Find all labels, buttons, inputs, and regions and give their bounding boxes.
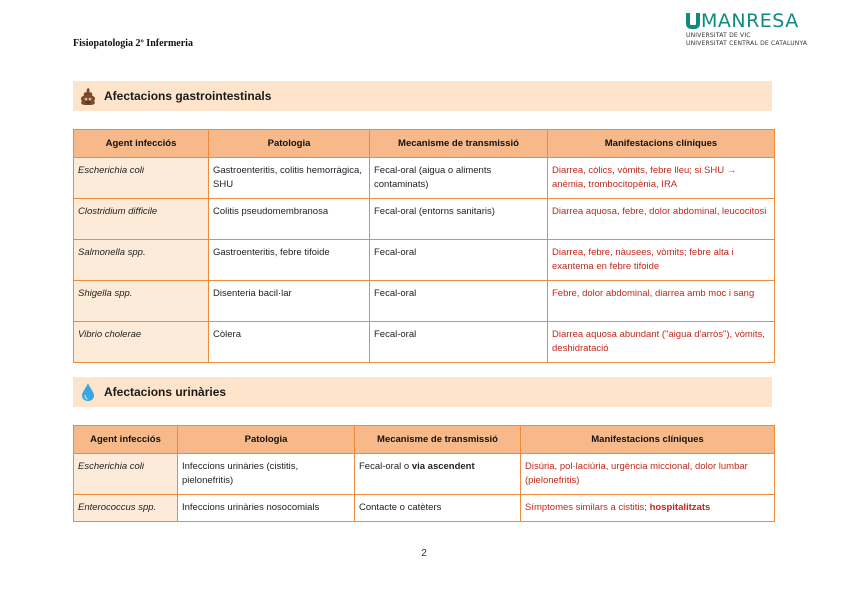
agent-cell: Vibrio cholerae	[74, 322, 209, 363]
section-urinary-header	[73, 377, 772, 407]
table-row	[74, 495, 775, 522]
column-header: Manifestacions clíniques	[521, 426, 775, 454]
transmission-cell	[355, 454, 521, 495]
column-header: Manifestacions clíniques	[548, 130, 775, 158]
pathology-cell: Infeccions urinàries (cistitis, pielonefritis)	[178, 454, 355, 495]
column-header: Mecanisme de transmissió	[355, 426, 521, 454]
agent-cell: Escherichia coli	[74, 454, 178, 495]
page-number: 2	[421, 548, 427, 559]
table-row	[74, 158, 775, 199]
manifestations-cell: Diarrea, febre, nàusees, vòmits; febre alta i exantema en febre tifoide	[548, 240, 775, 281]
table-row	[74, 454, 775, 495]
page-header-title: Fisiopatologia 2º Infermeria	[73, 38, 193, 49]
agent-cell: Clostridium difficile	[74, 199, 209, 240]
pathology-cell: Infeccions urinàries nosocomials	[178, 495, 355, 522]
table-row	[74, 199, 775, 240]
poop-icon	[77, 85, 99, 107]
manifestations-cell: Diarrea aquosa abundant ("aigua d'arròs"), vòmits, deshidratació	[548, 322, 775, 363]
table-row	[74, 240, 775, 281]
manifestations-cell	[521, 495, 775, 522]
transmission-text: Contacte o catèters	[359, 502, 442, 513]
section-gastrointestinal-header	[73, 81, 772, 111]
transmission-cell	[355, 495, 521, 522]
urinary-table	[73, 425, 775, 522]
agent-cell: Escherichia coli	[74, 158, 209, 199]
section-title: Afectacions urinàries	[104, 385, 227, 399]
table-row	[74, 281, 775, 322]
manifestations-emphasis: hospitalitzats	[649, 502, 711, 513]
pathology-cell: Disenteria bacil·lar	[209, 281, 370, 322]
column-header: Agent infecciós	[74, 130, 209, 158]
pathology-cell: Gastroenteritis, colitis hemorràgica, SHU	[209, 158, 370, 199]
transmission-cell: Fecal-oral (entorns sanitaris)	[370, 199, 548, 240]
manifestations-cell: Diarrea aquosa, febre, dolor abdominal, leucocitosi	[548, 199, 775, 240]
transmission-cell: Fecal-oral (aigua o aliments contaminats)	[370, 158, 548, 199]
water-drop-icon	[77, 381, 99, 403]
transmission-emphasis: via ascendent	[411, 461, 475, 472]
section-title: Afectacions gastrointestinals	[104, 89, 272, 103]
umanresa-logo	[686, 10, 836, 48]
pathology-cell: Còlera	[209, 322, 370, 363]
transmission-cell: Fecal-oral	[370, 322, 548, 363]
column-header: Mecanisme de transmissió	[370, 130, 548, 158]
column-header: Patologia	[178, 426, 355, 454]
agent-cell: Shigella spp.	[74, 281, 209, 322]
manifestations-text: Símptomes similars a cistitis;	[525, 502, 650, 513]
column-header: Agent infecciós	[74, 426, 178, 454]
transmission-cell: Fecal-oral	[370, 240, 548, 281]
transmission-cell: Fecal-oral	[370, 281, 548, 322]
logo-subtitle-1: UNIVERSITAT DE VIC	[686, 32, 751, 39]
gastrointestinal-table	[73, 129, 775, 363]
logo-u-mark	[686, 13, 700, 29]
logo-word: MANRESA	[701, 10, 799, 32]
manifestations-cell: Diarrea, còlics, vòmits, febre lleu; si SHU → anèmia, trombocitopènia, IRA	[548, 158, 775, 199]
logo-subtitle-2: UNIVERSITAT CENTRAL DE CATALUNYA	[686, 40, 808, 47]
agent-cell: Salmonella spp.	[74, 240, 209, 281]
manifestations-cell: Febre, dolor abdominal, diarrea amb moc i sang	[548, 281, 775, 322]
manifestations-cell: Disúria, pol·laciúria, urgència miccional, dolor lumbar (pielonefritis)	[521, 454, 775, 495]
column-header: Patologia	[209, 130, 370, 158]
pathology-cell: Colitis pseudomembranosa	[209, 199, 370, 240]
transmission-text: Fecal-oral o	[359, 461, 412, 472]
agent-cell: Enterococcus spp.	[74, 495, 178, 522]
table-row	[74, 322, 775, 363]
pathology-cell: Gastroenteritis, febre tifoide	[209, 240, 370, 281]
